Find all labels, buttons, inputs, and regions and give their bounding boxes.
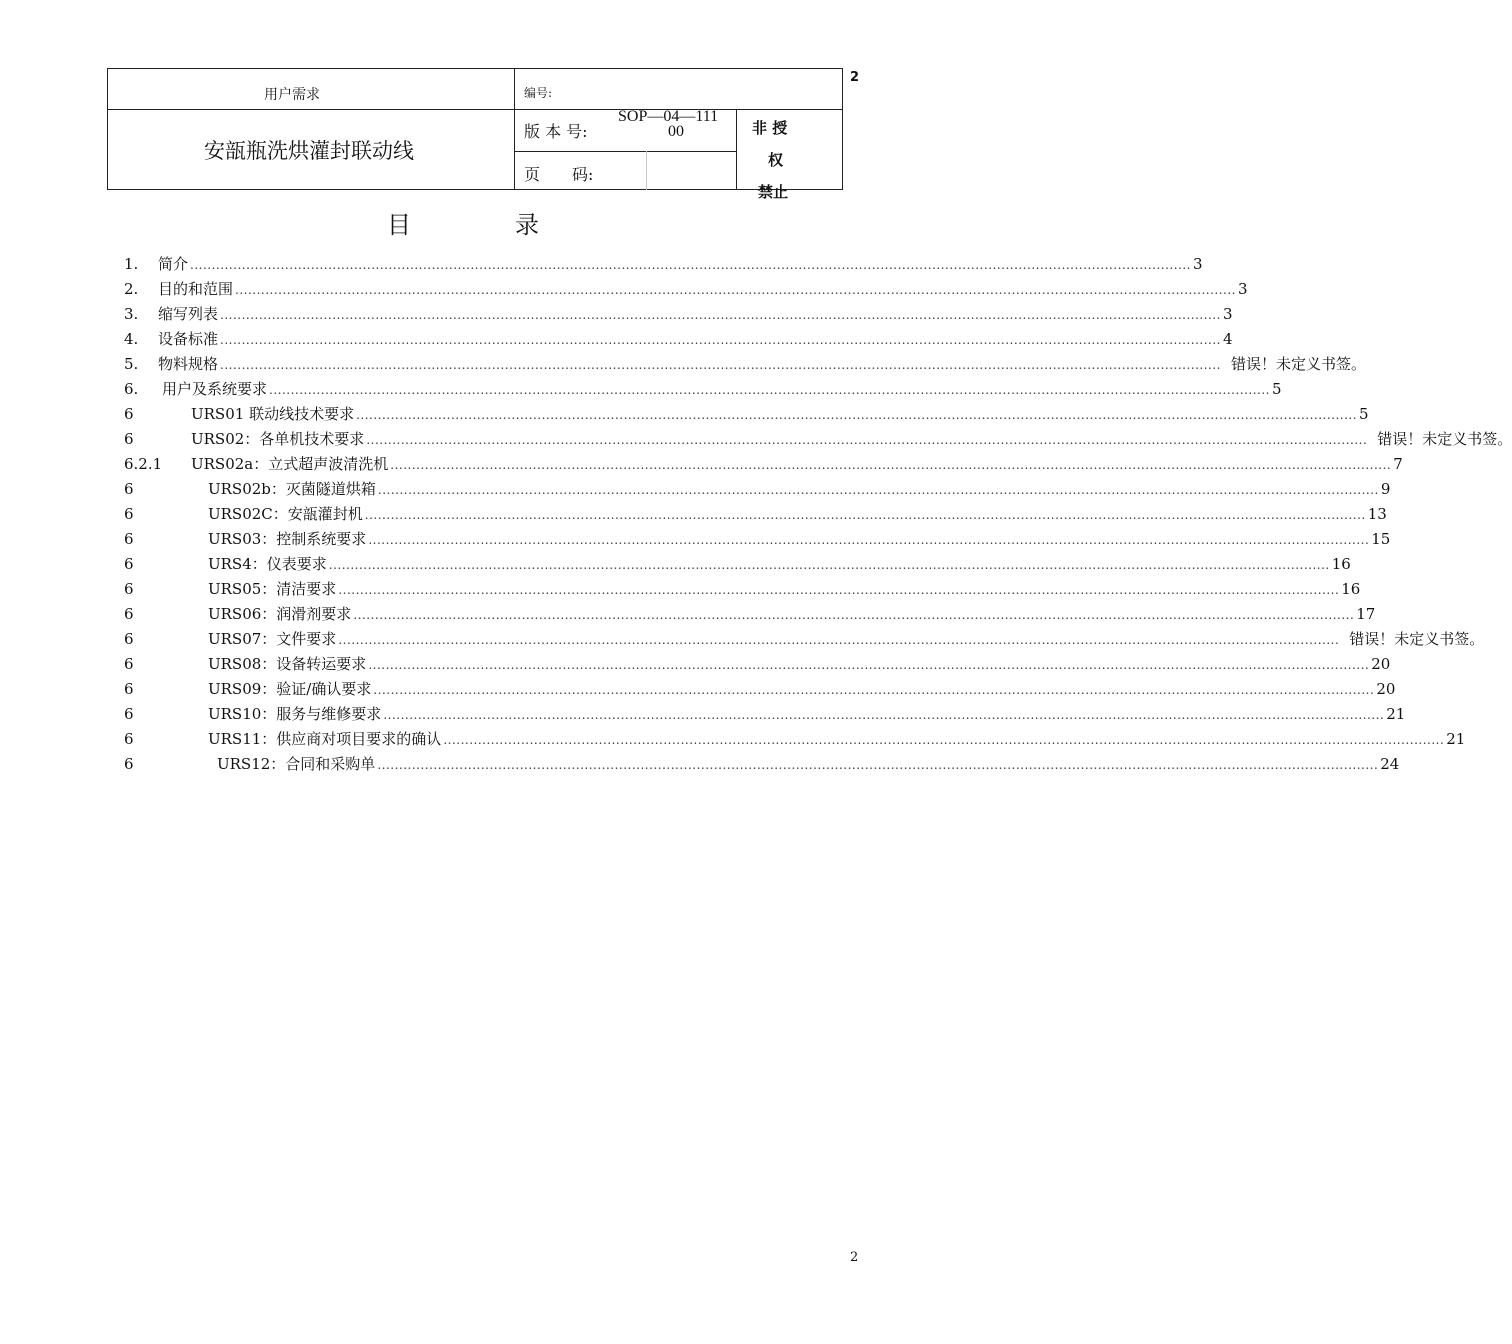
- toc-leader-dots: ........................................................................................................................................................................................................................................: [220, 308, 1221, 322]
- toc-title-left: 目: [387, 211, 411, 239]
- toc-entry-page: 4: [1222, 330, 1233, 348]
- toc-entry-19[interactable]: [124, 702, 1406, 726]
- toc-entry-number: 6: [124, 505, 134, 523]
- toc-entry-text: 简介: [158, 255, 189, 273]
- version-value: SOP—04—111: [618, 108, 719, 125]
- toc-entry-17[interactable]: [124, 652, 1391, 676]
- toc-entry-20[interactable]: [124, 727, 1466, 751]
- toc-entry-number: 6: [124, 680, 134, 698]
- toc-entry-text: 用户及系统要求: [162, 380, 268, 398]
- toc-entry-9[interactable]: [124, 452, 1403, 476]
- toc-leader-dots: ........................................................................................................................................................................................................................................: [383, 708, 1385, 722]
- toc-entry-16[interactable]: [124, 627, 1485, 651]
- toc-entry-text: URS11：供应商对项目要求的确认: [208, 730, 442, 748]
- toc-entry-page: 错误！未定义书签。: [1230, 355, 1366, 373]
- toc-entry-text: 设备标准: [158, 330, 219, 348]
- toc-entry-number: 6: [124, 605, 134, 623]
- toc-entry-2[interactable]: [124, 277, 1248, 301]
- toc-leader-dots: ........................................................................................................................................................................................................................................: [220, 333, 1221, 347]
- toc-title-right: 录: [515, 211, 539, 239]
- toc-entry-page: 3: [1222, 305, 1233, 323]
- toc-entry-number: 6: [124, 630, 134, 648]
- toc-entry-text: URS10：服务与维修要求: [208, 705, 382, 723]
- toc-entry-12[interactable]: [124, 527, 1391, 551]
- toc-entry-14[interactable]: [124, 577, 1361, 601]
- version-value-line2: 00: [668, 123, 684, 140]
- toc-entry-6[interactable]: [124, 377, 1282, 401]
- toc-entry-number: 1.: [124, 255, 139, 273]
- toc-entry-page: 错误！未定义书签。: [1349, 630, 1485, 648]
- toc-entry-page: 20: [1371, 655, 1391, 673]
- toc-entry-text: 缩写列表: [158, 305, 219, 323]
- toc-entry-page: 7: [1393, 455, 1403, 473]
- stamp-line-1: 非 授: [752, 119, 788, 137]
- toc-entry-page: 3: [1192, 255, 1203, 273]
- toc-entry-number: 6: [124, 555, 134, 573]
- toc-leader-dots: ........................................................................................................................................................................................................................................: [338, 633, 1340, 647]
- document-header-table: [107, 68, 843, 201]
- toc-entry-text: URS02a：立式超声波清洗机: [191, 455, 389, 473]
- toc-entry-number: 4.: [124, 330, 139, 348]
- toc-entry-10[interactable]: [124, 477, 1391, 501]
- toc-entry-number: 6: [124, 580, 134, 598]
- stamp-line-3: 禁止: [758, 183, 789, 201]
- toc-leader-dots: ........................................................................................................................................................................................................................................: [235, 283, 1236, 297]
- toc-entry-page: 24: [1380, 755, 1400, 773]
- toc-entry-number: 6: [124, 730, 134, 748]
- toc-entry-page: 5: [1359, 405, 1369, 423]
- toc-entry-page: 15: [1371, 530, 1391, 548]
- toc-leader-dots: ........................................................................................................................................................................................................................................: [368, 658, 1370, 672]
- toc-entry-13[interactable]: [124, 552, 1351, 576]
- toc-entry-text: URS02C：安瓿灌封机: [208, 505, 363, 523]
- toc-entry-15[interactable]: [124, 602, 1376, 626]
- toc-entry-page: 9: [1380, 480, 1391, 498]
- toc-entry-text: URS08：设备转运要求: [208, 655, 367, 673]
- toc-entry-number: 6: [124, 480, 134, 498]
- toc-entry-page: 3: [1237, 280, 1248, 298]
- document-title: 安瓿瓶洗烘灌封联动线: [204, 139, 414, 163]
- toc-entry-text: URS06：润滑剂要求: [208, 605, 352, 623]
- doc-type-label: 用户需求: [264, 87, 320, 103]
- toc-leader-dots: ........................................................................................................................................................................................................................................: [353, 608, 1355, 622]
- toc-entry-text: URS07：文件要求: [208, 630, 337, 648]
- toc-entry-4[interactable]: [124, 327, 1233, 351]
- toc-leader-dots: ........................................................................................................................................................................................................................................: [368, 533, 1370, 547]
- toc-entry-11[interactable]: [124, 502, 1387, 526]
- version-label: 版 本 号:: [524, 122, 588, 141]
- code-label: 编号:: [524, 86, 553, 100]
- toc-entry-number: 6: [124, 430, 134, 448]
- toc-leader-dots: ........................................................................................................................................................................................................................................: [269, 383, 1270, 397]
- toc-entry-18[interactable]: [124, 677, 1396, 701]
- toc-entry-3[interactable]: [124, 302, 1233, 326]
- toc-entry-21[interactable]: [124, 752, 1400, 776]
- toc-entry-page: 16: [1331, 555, 1351, 573]
- toc-entry-text: URS05：清洁要求: [208, 580, 337, 598]
- toc-entry-number: 6.2.1: [124, 455, 163, 473]
- toc-entry-5[interactable]: [124, 352, 1366, 376]
- toc-entry-text: URS02b：灭菌隧道烘箱: [208, 480, 376, 498]
- toc-entry-page: 21: [1386, 705, 1406, 723]
- toc-entry-page: 5: [1271, 380, 1282, 398]
- toc-entry-page: 13: [1367, 505, 1387, 523]
- toc-leader-dots: ........................................................................................................................................................................................................................................: [364, 508, 1366, 522]
- toc-leader-dots: ........................................................................................................................................................................................................................................: [377, 483, 1379, 497]
- toc-entry-page: 17: [1356, 605, 1376, 623]
- toc-entry-text: URS01 联动线技术要求: [191, 405, 355, 423]
- toc-entry-7[interactable]: [124, 402, 1369, 426]
- toc-entry-number: 6: [124, 655, 134, 673]
- toc-entry-number: 6: [124, 755, 134, 773]
- toc-leader-dots: ........................................................................................................................................................................................................................................: [356, 408, 1358, 422]
- toc-entry-number: 6.: [124, 380, 139, 398]
- toc-entry-number: 6: [124, 705, 134, 723]
- toc-entry-1[interactable]: [124, 252, 1203, 276]
- toc-entry-text: 目的和范围: [158, 280, 234, 298]
- toc-entry-number: 6: [124, 530, 134, 548]
- toc-entry-text: URS4：仪表要求: [208, 555, 327, 573]
- toc-entry-text: URS09：验证/确认要求: [208, 680, 372, 698]
- toc-entry-text: URS03：控制系统要求: [208, 530, 367, 548]
- toc-entry-number: 5.: [124, 355, 139, 373]
- toc-entry-number: 6: [124, 405, 134, 423]
- toc-leader-dots: ........................................................................................................................................................................................................................................: [190, 258, 1191, 272]
- toc-leader-dots: ........................................................................................................................................................................................................................................: [373, 683, 1375, 697]
- toc-leader-dots: ........................................................................................................................................................................................................................................: [220, 358, 1221, 372]
- toc-entry-page: 16: [1341, 580, 1361, 598]
- toc-entry-page: 21: [1446, 730, 1466, 748]
- toc-leader-dots: ........................................................................................................................................................................................................................................: [366, 433, 1368, 447]
- toc-entry-number: 3.: [124, 305, 139, 323]
- toc-leader-dots: ........................................................................................................................................................................................................................................: [443, 733, 1445, 747]
- toc-leader-dots: ........................................................................................................................................................................................................................................: [377, 758, 1379, 772]
- toc-entry-number: 2.: [124, 280, 139, 298]
- toc-entry-page: 20: [1376, 680, 1396, 698]
- toc-entry-text: 物料规格: [158, 355, 219, 373]
- page-number-bottom: 2: [850, 1250, 859, 1265]
- toc-leader-dots: ........................................................................................................................................................................................................................................: [338, 583, 1340, 597]
- toc-entry-text: URS02：各单机技术要求: [191, 430, 365, 448]
- toc-entry-text: URS12：合同和采购单: [217, 755, 376, 773]
- page-label: 页 码:: [524, 165, 594, 184]
- toc-leader-dots: ........................................................................................................................................................................................................................................: [390, 458, 1392, 472]
- stamp-line-2: 权: [768, 151, 784, 169]
- page-number-top: 2: [850, 70, 860, 85]
- toc-entry-8[interactable]: [124, 427, 1512, 451]
- toc-leader-dots: ........................................................................................................................................................................................................................................: [328, 558, 1330, 572]
- toc-entry-page: 错误！未定义书签。: [1377, 430, 1512, 448]
